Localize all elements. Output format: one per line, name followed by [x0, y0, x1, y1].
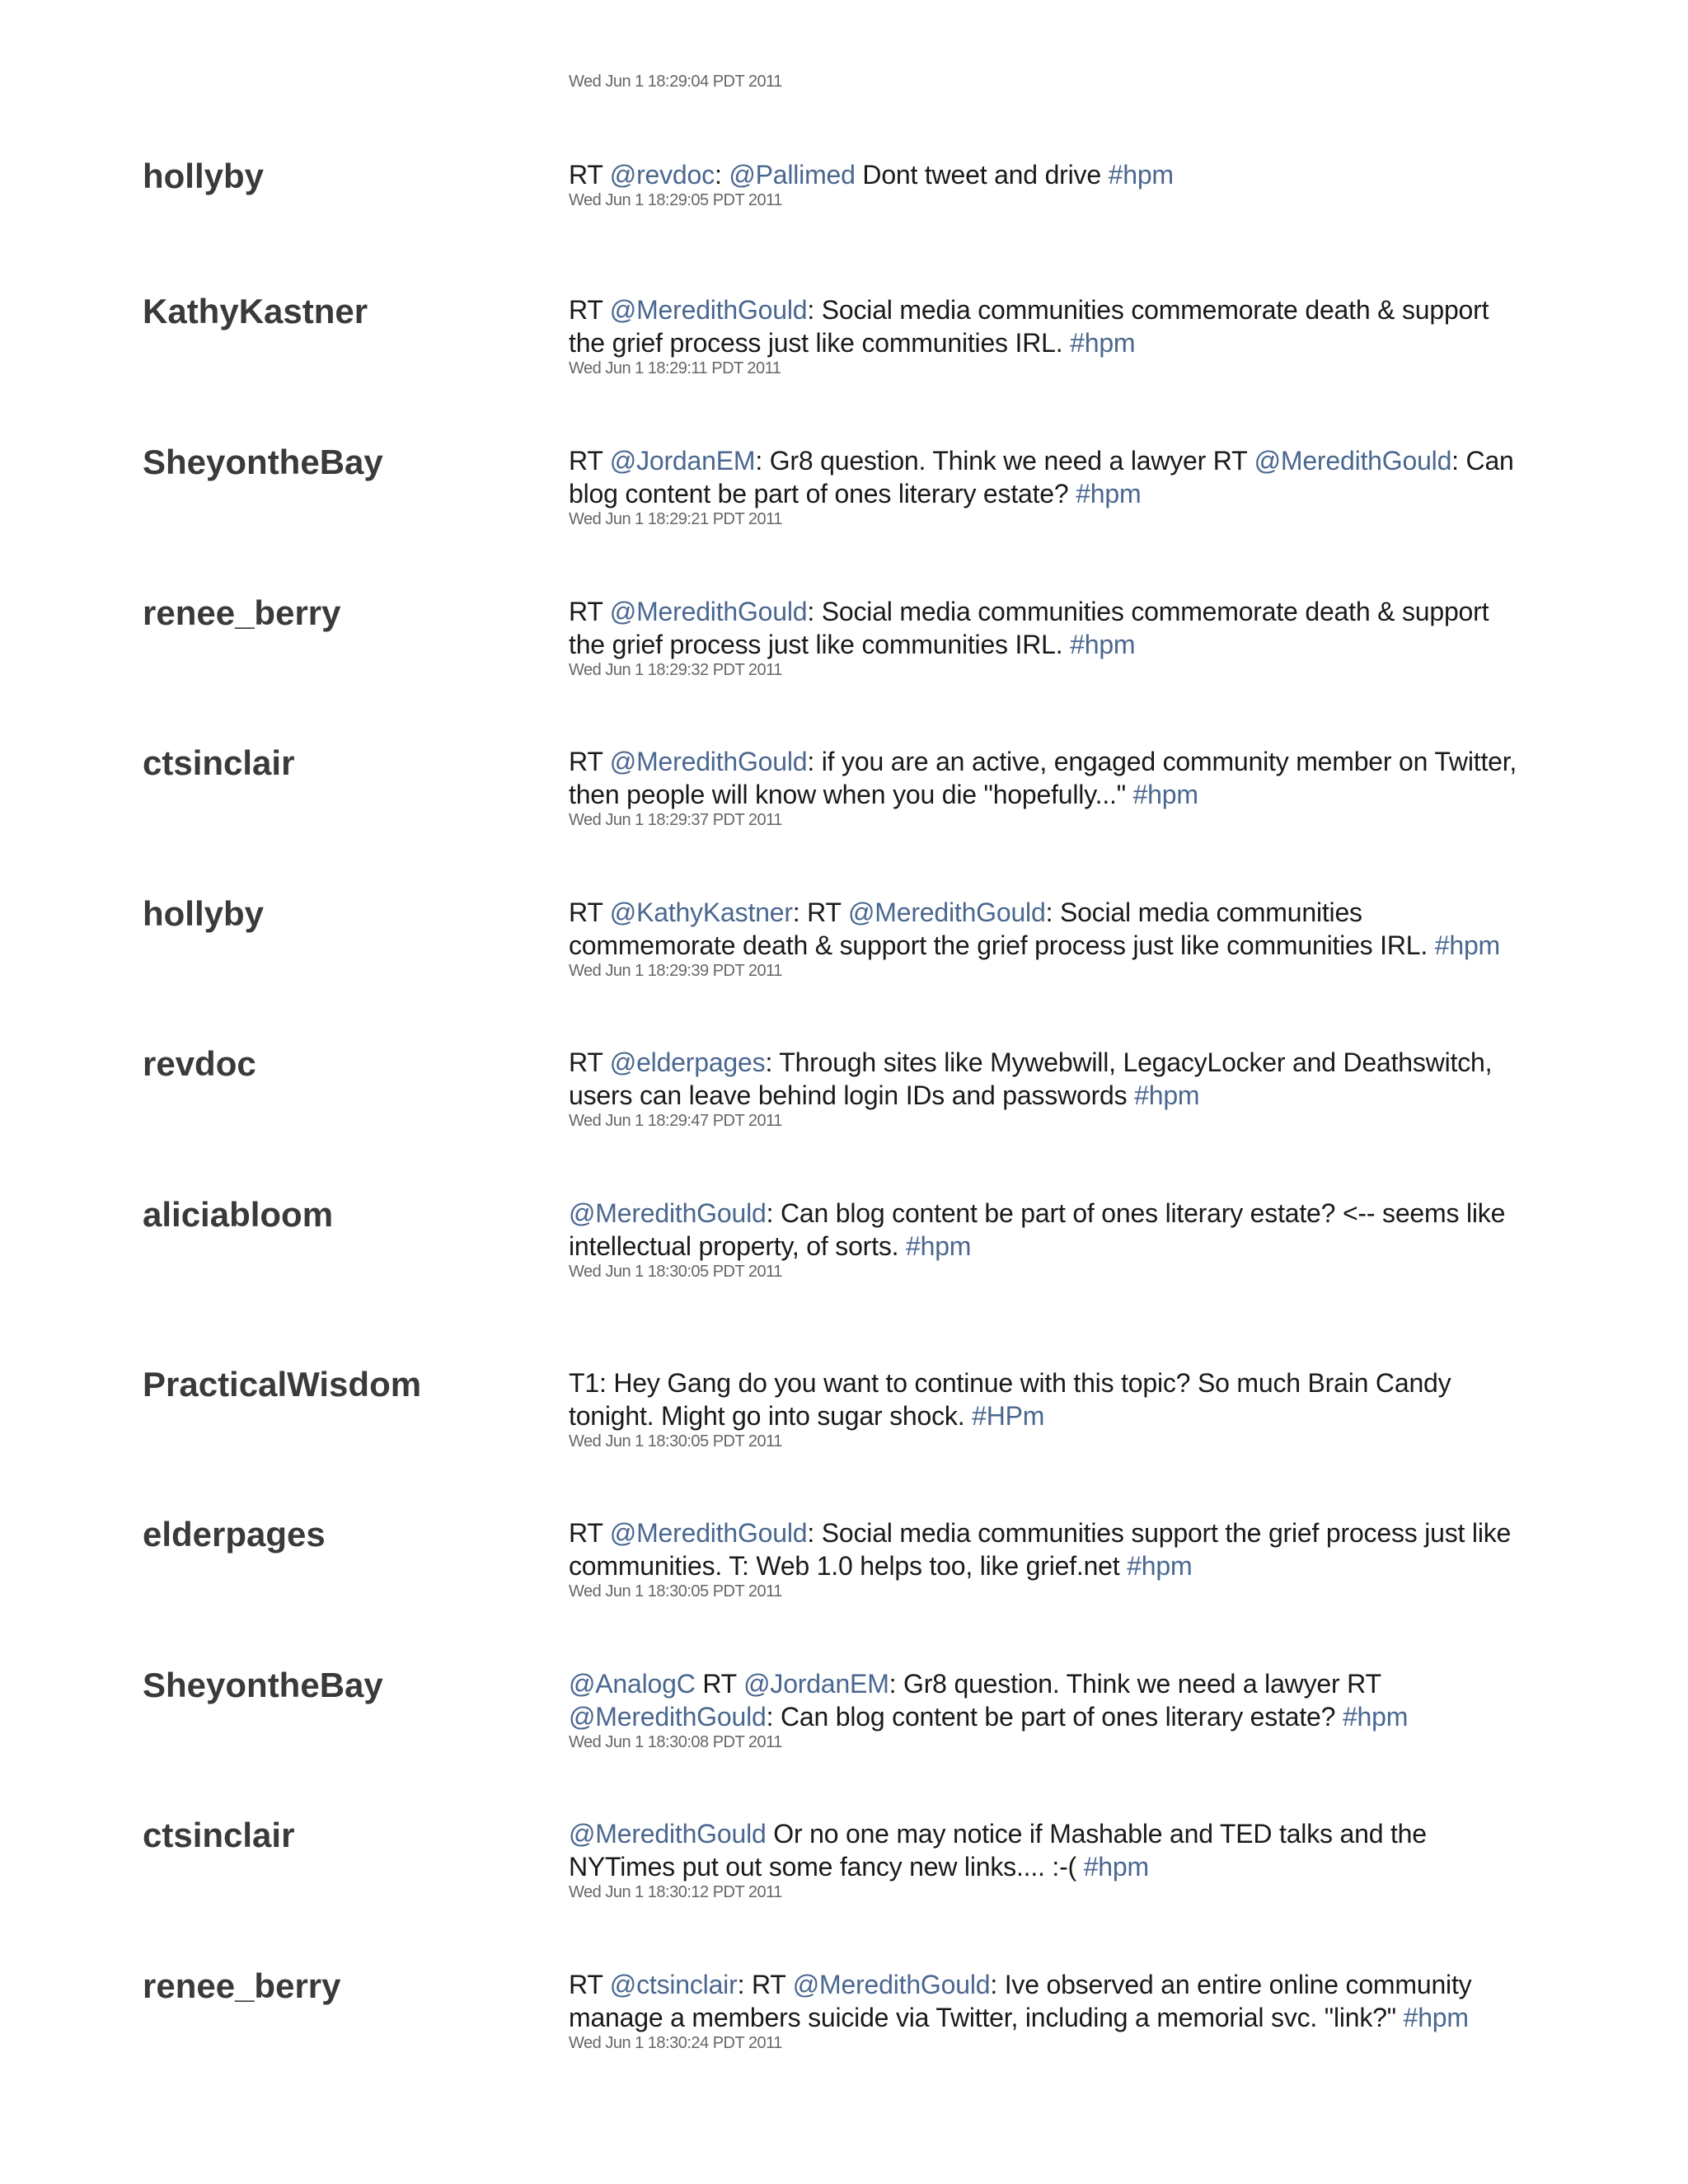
- mention-link[interactable]: @MeredithGould: [1254, 446, 1452, 476]
- tweet-timestamp: Wed Jun 1 18:30:08 PDT 2011: [569, 1733, 782, 1751]
- hashtag-link[interactable]: #hpm: [1076, 479, 1142, 509]
- tweet-timestamp: Wed Jun 1 18:30:05 PDT 2011: [569, 1432, 782, 1451]
- mention-link[interactable]: @elderpages: [609, 1047, 766, 1077]
- tweet-text-segment: RT: [695, 1669, 744, 1699]
- tweet-text: [569, 595, 1558, 661]
- tweet-timestamp: Wed Jun 1 18:29:11 PDT 2011: [569, 359, 781, 377]
- tweet-timestamp: Wed Jun 1 18:29:39 PDT 2011: [569, 962, 782, 980]
- hashtag-link[interactable]: #hpm: [1132, 780, 1198, 809]
- tweet-timestamp: Wed Jun 1 18:29:21 PDT 2011: [569, 510, 782, 528]
- tweet-timestamp: Wed Jun 1 18:30:05 PDT 2011: [569, 1582, 782, 1601]
- mention-link[interactable]: @MeredithGould: [569, 1198, 767, 1228]
- hashtag-link[interactable]: #hpm: [1083, 1852, 1149, 1882]
- hashtag-link[interactable]: #hpm: [1070, 328, 1136, 358]
- mention-link[interactable]: @MeredithGould: [569, 1819, 767, 1849]
- tweet-text: [569, 444, 1558, 510]
- tweet-body: [569, 1197, 1558, 1282]
- mention-link[interactable]: @MeredithGould: [792, 1970, 991, 1999]
- tweet-text-segment: : Can blog content be part of ones literary estate?: [766, 1702, 1343, 1732]
- mention-link[interactable]: @KathyKastner: [609, 898, 793, 927]
- hashtag-link[interactable]: #hpm: [1434, 930, 1500, 960]
- hashtag-link[interactable]: #hpm: [1342, 1702, 1409, 1732]
- tweet-text: [569, 1516, 1558, 1582]
- tweet-timestamp: Wed Jun 1 18:29:47 PDT 2011: [569, 1112, 782, 1130]
- tweet-body: [569, 745, 1558, 831]
- username[interactable]: PracticalWisdom: [143, 1365, 422, 1404]
- mention-link[interactable]: @MeredithGould: [847, 898, 1046, 927]
- tweet-body: [569, 1046, 1558, 1132]
- tweet-text-segment: : Social media communities commemorate death & support the grief process just like communities IRL.: [569, 597, 1489, 659]
- mention-link[interactable]: @MeredithGould: [569, 1702, 767, 1732]
- tweet-text: [569, 1968, 1558, 2034]
- username[interactable]: renee_berry: [143, 1966, 341, 2005]
- tweet-text-segment: : Social media communities support the grief process just like communities. T: Web 1.0 helps too, like grief.net: [569, 1518, 1512, 1581]
- tweet-text-segment: RT: [569, 446, 610, 476]
- mention-link[interactable]: @MeredithGould: [609, 1518, 808, 1548]
- tweet-text-segment: Or no one may notice if Mashable and TED talks and the NYTimes put out some fancy new links.... :-(: [569, 1819, 1427, 1882]
- tweet-text-segment: RT: [569, 898, 610, 927]
- hashtag-link[interactable]: #hpm: [1403, 2003, 1469, 2032]
- tweet-text-segment: RT: [569, 1047, 610, 1077]
- tweet-text-segment: RT: [569, 597, 610, 626]
- mention-link[interactable]: @MeredithGould: [609, 597, 808, 626]
- mention-link[interactable]: @revdoc: [609, 160, 715, 190]
- tweet-text-segment: Dont tweet and drive: [855, 160, 1109, 190]
- tweet-timestamp: Wed Jun 1 18:29:05 PDT 2011: [569, 191, 782, 209]
- tweet-text-segment: : Social media communities commemorate death & support the grief process just like communities IRL.: [569, 898, 1428, 960]
- username[interactable]: elderpages: [143, 1515, 326, 1554]
- tweet-body: [569, 1516, 1558, 1602]
- tweet-text-segment: RT: [569, 295, 610, 325]
- username[interactable]: revdoc: [143, 1044, 256, 1083]
- mention-link[interactable]: @Pallimed: [729, 160, 856, 190]
- tweet-text-segment: RT: [569, 160, 610, 190]
- tweet-body: [569, 1968, 1558, 2054]
- tweet-text-segment: : Can blog content be part of ones literary estate? <-- seems like intellectual property, of sorts.: [569, 1198, 1506, 1261]
- tweet-text-segment: :: [714, 160, 729, 190]
- username[interactable]: aliciabloom: [143, 1195, 334, 1234]
- hashtag-link[interactable]: #hpm: [1108, 160, 1174, 190]
- tweet-text-segment: RT: [569, 747, 610, 776]
- tweet-text: [569, 1366, 1558, 1432]
- tweet-text: [569, 1667, 1558, 1733]
- tweet-text-segment: : Social media communities commemorate death & support the grief process just like communities IRL.: [569, 295, 1489, 358]
- mention-link[interactable]: @AnalogC: [569, 1669, 696, 1699]
- tweet-text-segment: : Can blog content be part of ones literary estate?: [569, 446, 1514, 509]
- tweet-text-segment: : if you are an active, engaged community member on Twitter, then people will know when you die "hopefully...": [569, 747, 1517, 809]
- tweet-text: [569, 896, 1558, 962]
- tweet-body: [569, 158, 1558, 211]
- tweet-text: [569, 158, 1558, 191]
- username[interactable]: hollyby: [143, 894, 265, 933]
- hashtag-link[interactable]: #hpm: [1134, 1080, 1200, 1110]
- tweet-body: [569, 1667, 1558, 1753]
- tweet-text-segment: RT: [569, 1970, 610, 1999]
- tweet-body: [569, 1817, 1558, 1903]
- tweet-timestamp: Wed Jun 1 18:30:12 PDT 2011: [569, 1883, 782, 1901]
- tweet-text-segment: : Gr8 question. Think we need a lawyer RT: [889, 1669, 1381, 1699]
- mention-link[interactable]: @JordanEM: [609, 446, 756, 476]
- tweet-text-segment: : Gr8 question. Think we need a lawyer RT: [755, 446, 1254, 476]
- username[interactable]: renee_berry: [143, 593, 341, 632]
- mention-link[interactable]: @MeredithGould: [609, 295, 808, 325]
- tweet-text: [569, 1817, 1558, 1883]
- username[interactable]: ctsinclair: [143, 743, 295, 782]
- tweet-timestamp: Wed Jun 1 18:29:37 PDT 2011: [569, 811, 782, 829]
- tweet-text: [569, 1197, 1558, 1263]
- tweet-body: [569, 293, 1558, 379]
- tweet-text-segment: : RT: [792, 898, 848, 927]
- tweet-text-segment: : Ive observed an entire online community manage a members suicide via Twitter, including a memorial svc. "link?": [569, 1970, 1472, 2032]
- mention-link[interactable]: @MeredithGould: [609, 747, 808, 776]
- hashtag-link[interactable]: #hpm: [906, 1231, 972, 1261]
- tweet-text-segment: : RT: [737, 1970, 793, 1999]
- tweet-body: [569, 444, 1558, 530]
- tweet-text-segment: : Through sites like Mywebwill, LegacyLocker and Deathswitch, users can leave behind login IDs and passwords: [569, 1047, 1493, 1110]
- tweet-text-segment: T1: Hey Gang do you want to continue with this topic? So much Brain Candy tonight. Might go into sugar shock.: [569, 1368, 1451, 1431]
- tweet-timestamp: Wed Jun 1 18:30:24 PDT 2011: [569, 2034, 782, 2052]
- tweet-text-segment: RT: [569, 1518, 610, 1548]
- username[interactable]: SheyontheBay: [143, 443, 383, 481]
- hashtag-link[interactable]: #hpm: [1070, 630, 1136, 659]
- hashtag-link[interactable]: #HPm: [972, 1401, 1045, 1431]
- tweet-body: [569, 1366, 1558, 1452]
- username[interactable]: KathyKastner: [143, 292, 368, 330]
- tweet-text: [569, 1046, 1558, 1112]
- hashtag-link[interactable]: #hpm: [1127, 1551, 1193, 1581]
- tweet-text: [569, 745, 1558, 811]
- tweet-text: [569, 293, 1558, 359]
- username[interactable]: ctsinclair: [143, 1816, 295, 1854]
- top-timestamp: Wed Jun 1 18:29:04 PDT 2011: [569, 73, 782, 91]
- mention-link[interactable]: @JordanEM: [743, 1669, 889, 1699]
- tweet-body: [569, 595, 1558, 681]
- username[interactable]: hollyby: [143, 157, 265, 195]
- tweet-timestamp: Wed Jun 1 18:29:32 PDT 2011: [569, 661, 782, 679]
- tweet-body: [569, 896, 1558, 982]
- mention-link[interactable]: @ctsinclair: [609, 1970, 738, 1999]
- username[interactable]: SheyontheBay: [143, 1666, 383, 1704]
- tweet-timestamp: Wed Jun 1 18:30:05 PDT 2011: [569, 1263, 782, 1281]
